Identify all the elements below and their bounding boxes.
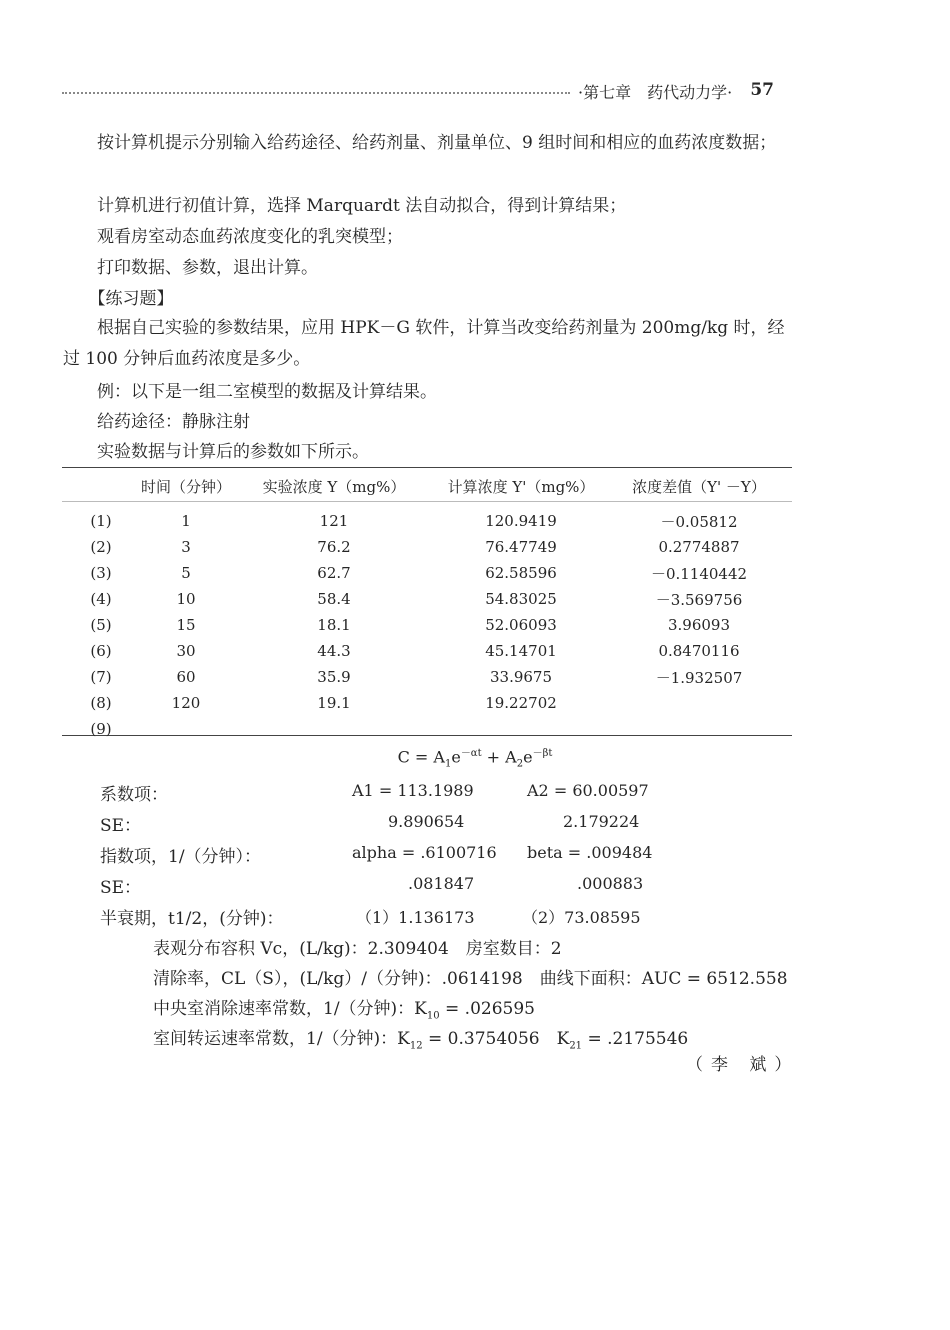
table-top-rule	[62, 467, 792, 468]
alpha-value: alpha = .6100716	[352, 843, 497, 862]
page-number: 57	[750, 80, 774, 100]
k12-k21-line: 室间转运速率常数，1/（分钟)：$K_{12} = 0.3754056$ $K_{21} = .2175546$	[153, 1029, 689, 1052]
table-cell: 120.9419	[485, 512, 557, 530]
column-header	[62, 470, 140, 502]
table-cell: 30	[176, 642, 196, 660]
table-cell: 1	[181, 512, 191, 530]
table-cell: 45.14701	[485, 642, 557, 660]
table-cell: －0.05812	[660, 512, 738, 531]
paragraph: 实验数据与计算后的参数如下所示。	[63, 442, 369, 462]
paragraph: 给药途径：静脉注射	[63, 412, 250, 432]
table-cell	[436, 716, 606, 742]
table-row	[62, 664, 792, 690]
table-row	[62, 534, 792, 560]
se-a2-value: 2.179224	[563, 812, 640, 831]
se-label: SE：	[100, 816, 142, 836]
table-cell: (1)	[90, 512, 112, 530]
table-cell: (5)	[90, 616, 112, 634]
k10-line: 中央室消除速率常数，1/（分钟)：$K_{10} = .026595$	[153, 999, 535, 1022]
table-cell: (8)	[90, 694, 112, 712]
se-label: SE：	[100, 878, 142, 898]
clearance-line: 清除率，CL（S），(L/kg）/（分钟)：.0614198 曲线下面积：AUC = 6512.558	[153, 969, 788, 989]
paragraph: 计算机进行初值计算，选择 Marquardt 法自动拟合，得到计算结果；	[63, 196, 627, 216]
table-cell: －0.1140442	[650, 564, 748, 583]
table-cell: 3	[181, 538, 191, 556]
table-cell: 5	[181, 564, 191, 582]
table-cell: 120	[171, 694, 201, 712]
table-cell: 18.1	[317, 616, 351, 634]
coef-label: 系数项：	[100, 785, 168, 805]
table-cell	[606, 690, 792, 716]
paragraph: 观看房室动态血药浓度变化的乳突模型；	[63, 227, 403, 247]
page-header	[62, 78, 774, 108]
exponent-label: 指数项，1/（分钟）：	[100, 847, 262, 867]
table-cell: 19.1	[317, 694, 351, 712]
table-row	[62, 560, 792, 586]
table-cell: 0.8470116	[658, 642, 740, 660]
table-cell: (4)	[90, 590, 112, 608]
table-row	[62, 690, 792, 716]
a1-value: A1 = 113.1989	[352, 781, 474, 800]
table-row	[62, 716, 792, 742]
author-signature: （李 斌）	[686, 1055, 800, 1075]
table-cell: 76.47749	[485, 538, 557, 556]
table-cell	[606, 716, 792, 742]
half-life-2: （2）73.08595	[522, 908, 641, 927]
table-cell: (6)	[90, 642, 112, 660]
table-row	[62, 508, 792, 534]
column-header: 浓度差值（Y' －Y）	[632, 477, 766, 496]
table-cell: 60	[176, 668, 196, 686]
exercise-heading: 【练习题】	[63, 289, 174, 309]
paragraph: 根据自己实验的参数结果，应用 HPK－G 软件，计算当改变给药剂量为 200mg/kg 时，经过 100 分钟后血药浓度是多少。	[63, 318, 785, 369]
vc-line: 表观分布容积 Vc，(L/kg)：2.309404 房室数目：2	[153, 939, 562, 959]
half-life-1: （1）1.136173	[356, 908, 475, 927]
table-cell: 76.2	[317, 538, 351, 556]
table-cell: (9)	[90, 720, 112, 738]
beta-value: beta = .009484	[527, 843, 653, 862]
se-a1-value: 9.890654	[388, 812, 465, 831]
table-row	[62, 612, 792, 638]
table-cell: 0.2774887	[658, 538, 740, 556]
table-cell: 15	[176, 616, 196, 634]
table-cell: 62.7	[317, 564, 351, 582]
table-cell: (3)	[90, 564, 112, 582]
table-cell: －3.569756	[655, 590, 743, 609]
column-header: 计算浓度 Y'（mg%）	[447, 477, 595, 496]
model-equation: $C = A_1e^{-\alpha t} + A_2e^{-\beta t}$	[397, 747, 553, 770]
table-cell: 52.06093	[485, 616, 557, 634]
table-cell	[232, 716, 436, 742]
paragraph: 按计算机提示分别输入给药途径、给药剂量、剂量单位、9 组时间和相应的血药浓度数据；	[63, 133, 777, 153]
table-row	[62, 586, 792, 612]
chapter-title: ·第七章 药代动力学·	[578, 83, 733, 102]
table-cell: －1.932507	[655, 668, 743, 687]
se-beta-value: .000883	[577, 874, 644, 893]
se-alpha-value: .081847	[408, 874, 475, 893]
table-cell: 62.58596	[485, 564, 557, 582]
table-header-row	[62, 470, 792, 502]
table-cell: 3.96093	[667, 616, 731, 634]
table-cell	[140, 716, 232, 742]
a2-value: A2 = 60.00597	[527, 781, 649, 800]
table-cell: 54.83025	[485, 590, 557, 608]
column-header: 时间（分钟）	[140, 477, 231, 496]
table-cell: 33.9675	[489, 668, 553, 686]
table-cell: 121	[319, 512, 349, 530]
table-cell: 44.3	[317, 642, 351, 660]
paragraph: 打印数据、参数，退出计算。	[63, 258, 318, 278]
table-cell: 19.22702	[485, 694, 557, 712]
data-table	[62, 470, 792, 742]
header-dotted-rule	[62, 92, 570, 94]
paragraph: 例：以下是一组二室模型的数据及计算结果。	[63, 382, 437, 402]
half-life-label: 半衰期，t1/2，(分钟)：	[100, 909, 284, 929]
table-row	[62, 638, 792, 664]
table-cell: 35.9	[317, 668, 351, 686]
table-cell: 58.4	[317, 590, 351, 608]
table-cell: 10	[176, 590, 196, 608]
column-header: 实验浓度 Y（mg%）	[262, 477, 406, 496]
table-cell: (2)	[90, 538, 112, 556]
table-cell: (7)	[90, 668, 112, 686]
